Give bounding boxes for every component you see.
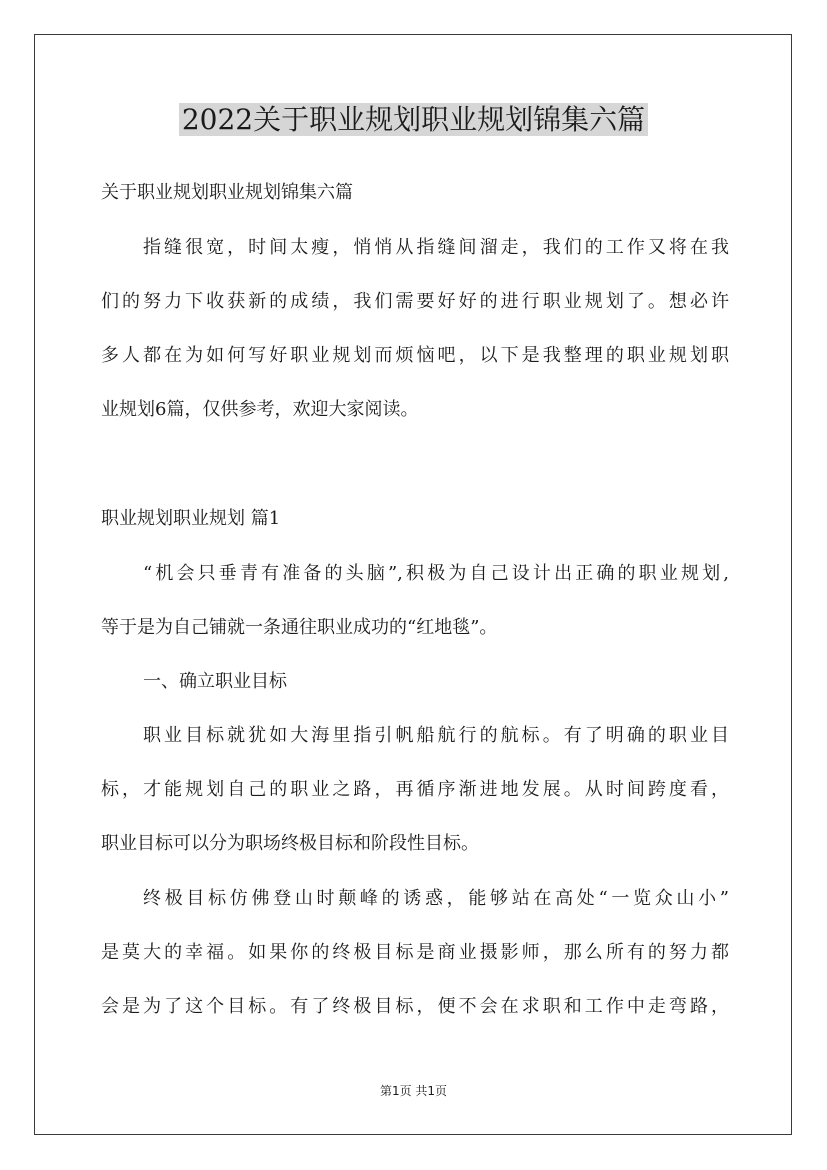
paragraph-line: 多人都在为如何写好职业规划而烦恼吧，以下是我整理的职业规划职 [101, 345, 729, 366]
paragraph-line: 职业目标就犹如大海里指引帆船航行的航标。有了明确的职业目 [143, 725, 729, 746]
document-title-text: 2022关于职业规划职业规划锦集六篇 [179, 103, 648, 136]
subheading-block [101, 655, 729, 709]
paragraph-line: 等于是为自己铺就一条通往职业成功的“红地毯”。 [101, 617, 498, 638]
paragraph-line: 职业目标可以分为职场终极目标和阶段性目标。 [101, 833, 479, 854]
paragraph-opportunity [101, 547, 729, 655]
intro-paragraph [101, 221, 729, 437]
document-subtitle-block [101, 166, 729, 220]
paragraph-line: 指缝很宽，时间太瘦，悄悄从指缝间溜走，我们的工作又将在我 [143, 237, 729, 258]
paragraph-line: 标，才能规划自己的职业之路，再循序渐进地发展。从时间跨度看， [101, 779, 729, 800]
subheading: 一、确立职业目标 [143, 671, 287, 692]
document-subtitle: 关于职业规划职业规划锦集六篇 [101, 182, 353, 203]
paragraph-ultimate-goal [101, 872, 729, 1034]
paragraph-line: 们的努力下收获新的成绩，我们需要好好的进行职业规划了。想必许 [101, 291, 729, 312]
paragraph-line: 业规划6篇，仅供参考，欢迎大家阅读。 [101, 399, 419, 420]
paragraph-line: 终极目标仿佛登山时颠峰的诱惑，能够站在高处“一览众山小” [143, 888, 729, 909]
paragraph-line: 是莫大的幸福。如果你的终极目标是商业摄影师，那么所有的努力都 [101, 942, 729, 963]
paragraph-line: 会是为了这个目标。有了终极目标，便不会在求职和工作中走弯路， [101, 996, 729, 1017]
section-heading-block [101, 492, 729, 546]
paragraph-line: “机会只垂青有准备的头脑”,积极为自己设计出正确的职业规划, [143, 563, 729, 584]
page-number-label: 第1页 共1页 [379, 1084, 448, 1098]
paragraph-career-goal [101, 709, 729, 871]
page-footer [0, 1083, 827, 1099]
document-title [0, 99, 827, 141]
section-heading: 职业规划职业规划 篇1 [101, 508, 281, 529]
